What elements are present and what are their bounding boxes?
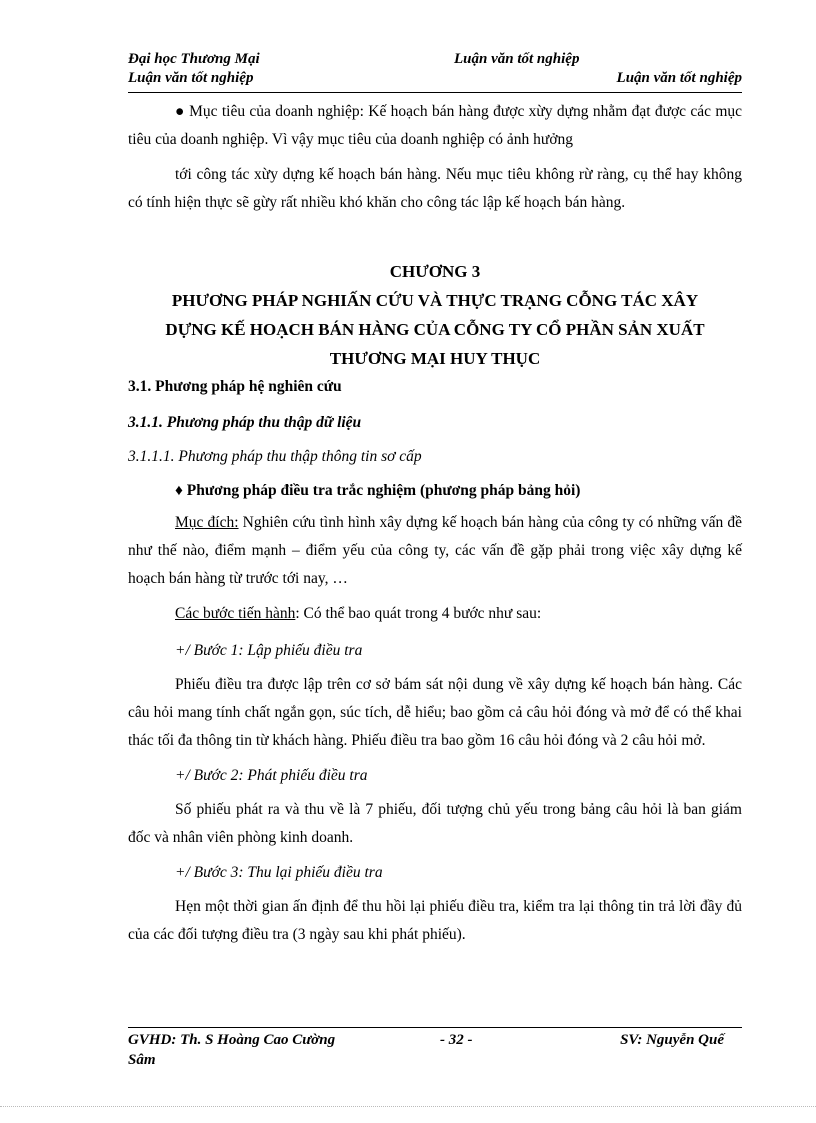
paragraph-steps — [128, 603, 742, 625]
section-heading-3-1: 3.1. Phương pháp hệ nghiên cứu — [128, 378, 342, 395]
header-doc-type-left: Luận văn tốt nghiệp — [128, 70, 254, 86]
footer-student-cont: Sâm — [128, 1052, 156, 1068]
step-1-title: +/ Bước 1: Lập phiếu điều tra — [175, 642, 363, 659]
page-header-line-1 — [128, 51, 742, 71]
purpose-label: Mục đích: — [175, 514, 239, 531]
page-header-line-2 — [128, 70, 742, 90]
steps-label: Các bước tiến hành — [175, 605, 296, 622]
header-rule — [128, 92, 742, 93]
footer-rule — [128, 1027, 742, 1028]
purpose-text: Nghiên cứu tình hình xây dựng kế hoạch bán hàng của công ty có những vấn đề như thế nào, điểm mạnh – điểm yếu của công ty, các vấn đề gặp phải trong việc xây dựng kế hoạch bán hàng từ trước tới nay, … — [128, 514, 743, 587]
paragraph-objectives — [128, 98, 742, 154]
footer-advisor: GVHD: Th. S Hoàng Cao Cường — [128, 1032, 336, 1048]
chapter-title-line-1: PHƯƠNG PHÁP NGHIẤN CỨU VÀ THỰC TRẠNG CỖNG TÁC XÂY — [171, 291, 699, 310]
paragraph-text: Mục tiêu của doanh nghiệp: Kế hoạch bán hàng được xừy dựng nhằm đạt được các mục tiêu của doanh nghiệp. Vì vậy mục tiêu của doanh nghiệp có ảnh hưởng — [128, 103, 742, 148]
paragraph-purpose — [128, 509, 742, 593]
step-3-title: +/ Bước 3: Thu lại phiếu điều tra — [175, 864, 383, 881]
page-footer — [128, 1032, 742, 1072]
paragraph-text: tới công tác xừy dựng kế hoạch bán hàng. Nếu mục tiêu không rừ ràng, cụ thể hay không có tính hiện thực sẽ gừy rất nhiều khó khăn cho công tác lập kế hoạch bán hàng. — [128, 166, 742, 211]
chapter-label: CHƯƠNG 3 — [389, 262, 481, 281]
header-doc-type: Luận văn tốt nghiệp — [454, 51, 580, 67]
page-body — [128, 98, 742, 949]
bullet-icon: ● — [175, 103, 185, 120]
section-heading-3-1-1-1: 3.1.1.1. Phương pháp thu thập thông tin sơ cấp — [128, 448, 422, 465]
steps-text: : Có thể bao quát trong 4 bước như sau: — [295, 605, 542, 622]
step-3-text: Hẹn một thời gian ấn định để thu hồi lại phiếu điều tra, kiểm tra lại thông tin trả lời đầy đủ của các đối tượng điều tra (3 ngày sau khi phát phiếu). — [128, 898, 742, 943]
header-university: Đại học Thương Mại — [128, 51, 260, 67]
section-heading-3-1-1: 3.1.1. Phương pháp thu thập dữ liệu — [128, 414, 362, 431]
step-2-text: Số phiếu phát ra và thu về là 7 phiếu, đối tượng chủ yếu trong bảng câu hỏi là ban giám đốc và nhân viên phòng kinh doanh. — [128, 801, 742, 846]
chapter-title-line-3: THƯƠNG MẠI HUY THỤC — [329, 349, 541, 368]
page-bottom-border — [0, 1106, 816, 1107]
step-2-title: +/ Bước 2: Phát phiếu điều tra — [175, 767, 368, 784]
step-1-text: Phiếu điều tra được lập trên cơ sở bám sát nội dung về xây dựng kế hoạch bán hàng. Các câu hỏi mang tính chất ngắn gọn, súc tích, dễ hiểu; bao gồm cả câu hỏi đóng và mở để có thể khai thác tối đa thông tin từ khách hàng. Phiếu điều tra bao gồm 16 câu hỏi đóng và 2 câu hỏi mở. — [128, 676, 742, 749]
paragraph-objectives-cont — [128, 161, 742, 217]
method-heading: ♦ Phương pháp điều tra trắc nghiệm (phương pháp bảng hỏi) — [175, 482, 581, 499]
page-number: - 32 - — [440, 1032, 473, 1048]
footer-student: SV: Nguyễn Quế — [620, 1032, 724, 1048]
chapter-title-line-2: DỰNG KẾ HOẠCH BÁN HÀNG CỦA CỖNG TY CỔ PHẦN SẢN XUẤT — [165, 320, 705, 339]
header-doc-type-right: Luận văn tốt nghiệp — [616, 70, 742, 86]
